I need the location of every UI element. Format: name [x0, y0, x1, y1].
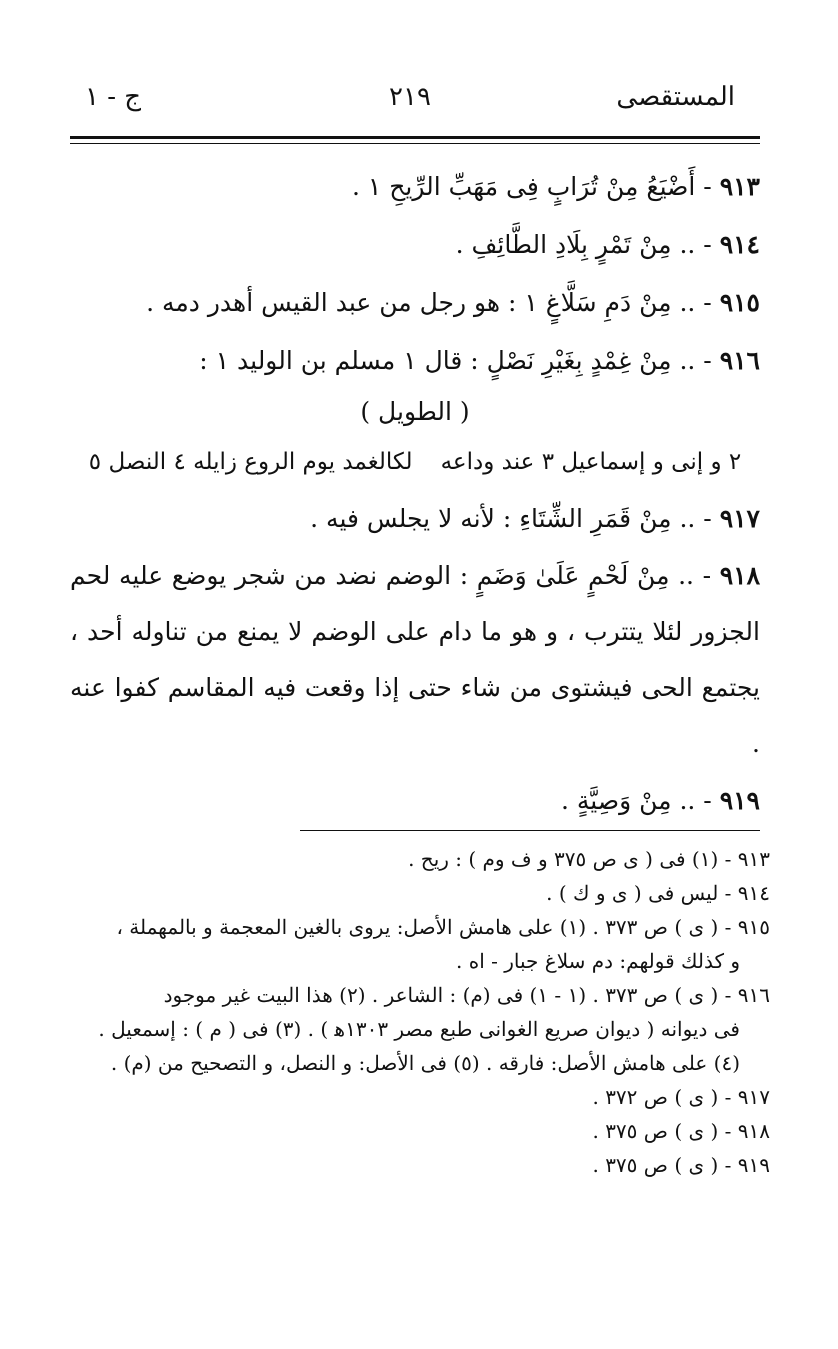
- verse-first-hemistich: ٢ و إنى و إسماعيل ٣ عند وداعه: [440, 449, 742, 475]
- footnote-line: ٩١٦ - ( ى ) ص ٣٧٣ . (١ - ١) فى (م) : الشاعر . (٢) هذا البيت غير موجود: [163, 983, 770, 1007]
- main-text: [70, 158, 760, 830]
- poem-verse: [70, 434, 760, 490]
- entry-917: [70, 490, 760, 548]
- footnote-rule: [300, 830, 760, 831]
- entry-number: ٩١٨: [719, 561, 761, 590]
- footnote-line: ٩١٧ - ( ى ) ص ٣٧٢ .: [592, 1085, 770, 1109]
- entry-913: [70, 158, 760, 216]
- entry-text: - .. مِنْ تَمْرٍ بِلَادِ الطَّائِفِ .: [455, 230, 712, 259]
- entry-text: - .. مِنْ وَصِيَّةٍ .: [561, 786, 712, 815]
- entry-number: ٩١٦: [719, 346, 760, 375]
- entry-number: ٩١٩: [719, 786, 760, 815]
- entry-914: [70, 216, 760, 274]
- footnote-line: ٩١٥ - ( ى ) ص ٣٧٣ . (١) على هامش الأصل: يروى بالغين المعجمة و بالمهملة ،: [116, 915, 770, 939]
- page-header: [85, 82, 735, 122]
- volume-label: ج - ١: [85, 82, 142, 112]
- entry-text: - .. مِنْ قَمَرِ الشِّتَاءِ : لأنه لا يجلس فيه .: [310, 504, 712, 533]
- book-title: المستقصى: [616, 82, 735, 112]
- entry-919: [70, 772, 760, 830]
- entry-918: [70, 548, 760, 772]
- footnote-line: ٩١٤ - ليس فى ( ى و ك ) .: [546, 881, 770, 905]
- footnote-line: فى ديوانه ( ديوان صريع الغوانى طبع مصر ١٣٠٣ﻫ ) . (٣) فى ( م ) : إسمعيل .: [98, 1017, 740, 1041]
- header-rule-thin: [70, 143, 760, 144]
- footnote-line: (٤) على هامش الأصل: فارقه . (٥) فى الأصل: و النصل، و التصحيح من (م) .: [110, 1051, 740, 1075]
- page-number: ٢١٩: [389, 82, 431, 112]
- entry-number: ٩١٥: [719, 288, 760, 317]
- footnote-line: ٩١٨ - ( ى ) ص ٣٧٥ .: [592, 1119, 770, 1143]
- header-rule-thick: [70, 136, 760, 139]
- footnotes: [70, 842, 770, 1182]
- entry-text: - أَضْيَعُ مِنْ تُرَابٍ فِى مَهَبِّ الرِّيحِ ١ .: [351, 172, 712, 201]
- entry-number: ٩١٤: [719, 230, 760, 259]
- entry-915: [70, 274, 760, 332]
- entry-number: ٩١٣: [719, 172, 760, 201]
- entry-number: ٩١٧: [719, 504, 760, 533]
- entry-text: - .. مِنْ لَحْمٍ عَلَىٰ وَضَمٍ : الوضم نضد من شجر يوضع عليه لحم الجزور لئلا يتترب ، و هو ما دام على الوضم لا يمنع من تناوله أحد ، يجتمع الحى فيشتوى من شاء حتى إذا وقعت فيه المقاسم كفوا عنه .: [70, 561, 760, 758]
- footnote-line: و كذلك قولهم: دم سلاغ جبار - اه .: [456, 949, 740, 973]
- footnote-line: ٩١٩ - ( ى ) ص ٣٧٥ .: [592, 1153, 770, 1177]
- poetic-meter: ( الطويل ): [360, 397, 470, 426]
- entry-text: - .. مِنْ غِمْدٍ بِغَيْرِ نَصْلٍ : قال ١ مسلم بن الوليد ١ :: [199, 346, 712, 375]
- entry-916: [70, 332, 760, 390]
- verse-second-hemistich: لكالغمد يوم الروع زايله ٤ النصل ٥: [88, 449, 413, 475]
- footnote-line: ٩١٣ - (١) فى ( ى ص ٣٧٥ و ف وم ) : ريح .: [408, 847, 770, 871]
- entry-text: - .. مِنْ دَمِ سَلَّاغٍ ١ : هو رجل من عبد القيس أهدر دمه .: [146, 288, 712, 317]
